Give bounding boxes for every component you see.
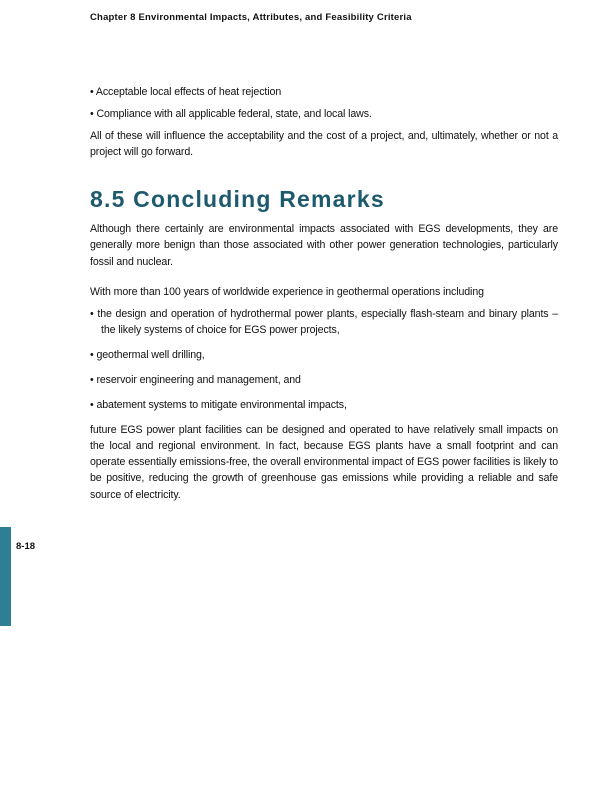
list-item [90, 372, 558, 388]
bullet-icon: • [90, 373, 97, 386]
paragraph: With more than 100 years of worldwide experience in geothermal operations including [90, 285, 484, 298]
list-item [90, 397, 558, 413]
section-heading: 8.5 Concluding Remarks [90, 186, 385, 213]
paragraph: future EGS power plant facilities can be designed and operated to have relatively small impacts on the local and regional environment. In fact, because EGS plants have a small footprint and can operate essentially emissions-free, the overall environmental impact of EGS power facilities is likely to be positive, reducing the growth of greenhouse gas emissions while providing a reliable and safe source of electricity. [90, 424, 558, 501]
bullet-icon: • [90, 348, 97, 361]
list-item [90, 84, 558, 100]
bullet-icon: • [90, 399, 97, 412]
list-item-text: reservoir engineering and management, and [96, 373, 301, 386]
list-item-text: abatement systems to mitigate environmental impacts, [96, 399, 347, 412]
page-number: 8-18 [16, 541, 36, 552]
running-header: Chapter 8 Environmental Impacts, Attributes, and Feasibility Criteria [90, 12, 412, 23]
paragraph: All of these will influence the acceptability and the cost of a project, and, ultimately, whether or not a project will go forward. [90, 130, 558, 159]
list-item-text: Compliance with all applicable federal, state, and local laws. [96, 108, 372, 121]
list-item-text: geothermal well drilling, [96, 348, 205, 361]
bullet-icon: • [90, 86, 96, 98]
page-content [90, 84, 558, 509]
list-item-text: Acceptable local effects of heat rejection [95, 86, 282, 98]
list-item-text: the design and operation of hydrothermal power plants, especially flash-steam and binary plants – the likely systems of choice for EGS power projects, [97, 307, 559, 336]
bullet-icon: • [90, 307, 98, 320]
chapter-accent-bar [0, 527, 11, 626]
list-item [90, 106, 558, 122]
list-item [90, 347, 558, 363]
list-item [90, 306, 558, 338]
paragraph: Although there certainly are environmental impacts associated with EGS developments, they are generally more benign than those associated with other power generation technologies, particularly fossil and nuclear. [90, 223, 558, 268]
bullet-icon: • [90, 108, 97, 121]
